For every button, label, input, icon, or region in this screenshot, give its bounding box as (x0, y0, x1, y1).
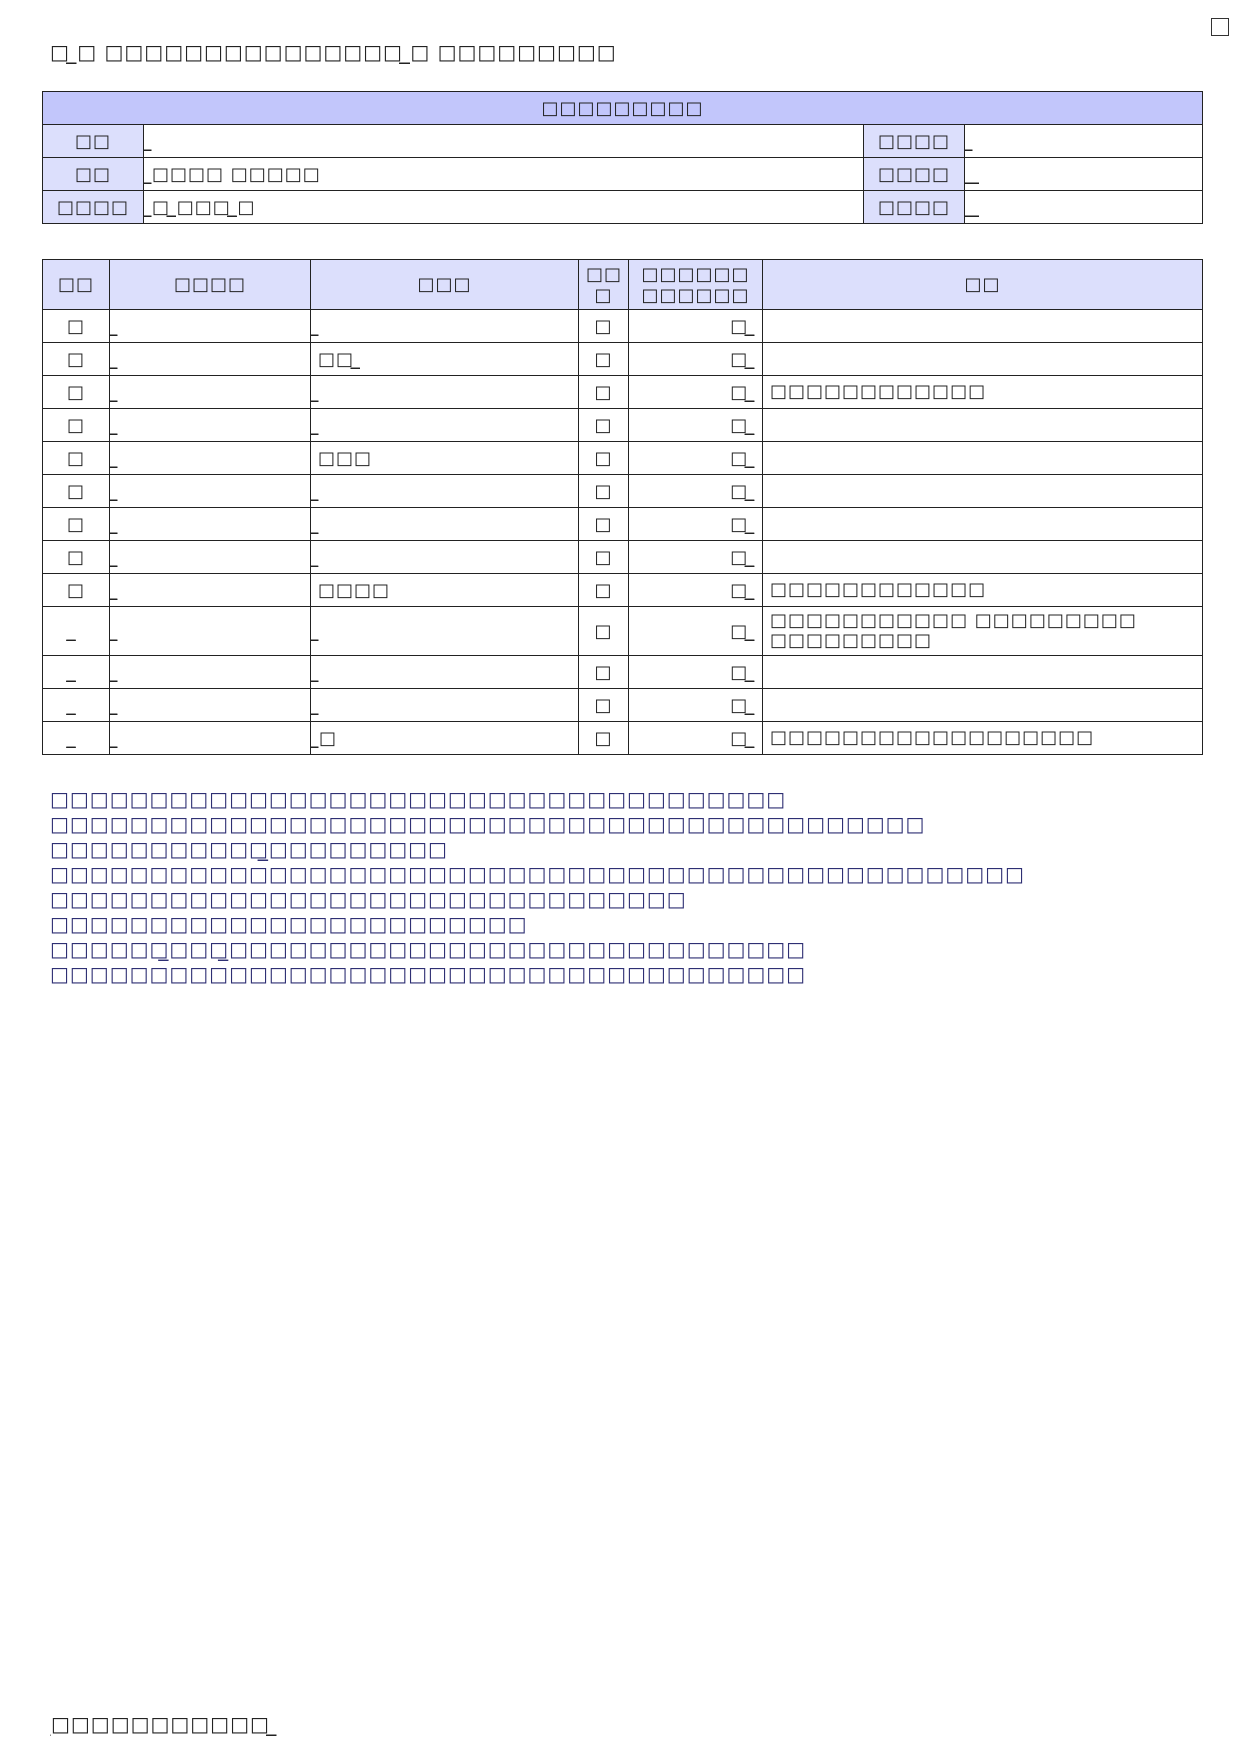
document-header: □ ̲̲̲̲̲̲̲̲̲̲̲̲̲̲□ □□□□□□□□□□□□□□□ ̲̲̲̲̲̲̲̲̲̲̲̲̲̲̲̲̲̲̲̲̲̲̲̲̲̲̲̲̲̲̲̲̲̲̲̲̲̲□ □□□□□□□□□ (50, 40, 617, 64)
table-row (43, 376, 1203, 409)
items-table (42, 259, 1203, 755)
item-amount: □ ̲̲̲̲̲ (629, 409, 763, 442)
item-amount: □ ̲̲̲̲̲ (629, 574, 763, 607)
item-name: ̲̲̲̲̲̲̲̲̲̲̲̲̲ (311, 656, 579, 689)
item-remarks (763, 409, 1203, 442)
row-number: ̲̲̲̲̲ (43, 656, 110, 689)
column-header: □□ (763, 260, 1203, 310)
item-qty: □ (579, 409, 629, 442)
item-remarks (763, 475, 1203, 508)
table-row (43, 310, 1203, 343)
item-amount: □ ̲̲̲̲̲ (629, 656, 763, 689)
item-remarks (763, 508, 1203, 541)
table-row (43, 574, 1203, 607)
note-line: □□□□□□̲□□□̲□□□□□□□□□□□□□□□□□□□□□□□□□□□□□ (50, 937, 807, 961)
item-qty: □ (579, 722, 629, 755)
item-remarks (763, 343, 1203, 376)
row-number: □ (43, 508, 110, 541)
item-remarks (763, 541, 1203, 574)
info-row (43, 191, 1203, 224)
item-qty: □ (579, 376, 629, 409)
item-code: ̲̲̲̲̲̲̲̲̲̲̲̲̲̲ (110, 376, 311, 409)
item-name: ̲̲̲̲̲̲̲̲ (311, 508, 579, 541)
info-value: ̲̲̲̲̲̲̲̲̲̲̲̲̲̲□□□□ □□□□□ (144, 158, 864, 191)
item-code: ̲̲̲̲̲̲̲̲̲̲̲ (110, 722, 311, 755)
table-row (43, 442, 1203, 475)
item-name: ̲̲̲̲̲̲̲̲̲̲̲̲̲□ (311, 722, 579, 755)
item-name: □□ ̲̲̲̲ (311, 343, 579, 376)
item-code: ̲̲̲̲̲̲̲̲̲̲ (110, 475, 311, 508)
info-value: ̲̲̲̲̲̲̲̲̲̲̲̲̲̲̲̲̲̲ (144, 125, 864, 158)
item-amount: □ ̲̲̲̲̲ (629, 722, 763, 755)
table-row (43, 607, 1203, 656)
info-value: ̲̲̲̲̲̲̲̲̲̲̲̲̲̲̲̲̲̲̲̲̲̲̲ (965, 125, 1203, 158)
table-row (43, 541, 1203, 574)
info-label: □□ (43, 125, 144, 158)
item-code: ̲̲̲̲̲̲̲̲̲̲ (110, 541, 311, 574)
info-title-row (43, 92, 1203, 125)
table-row (43, 343, 1203, 376)
item-amount: □ ̲̲̲̲̲̲̲̲̲ (629, 310, 763, 343)
table-header-row (43, 260, 1203, 310)
item-amount: □ ̲̲̲̲̲̲̲̲̲ (629, 607, 763, 656)
row-number: □ (43, 442, 110, 475)
note-line: □□□□□□□□□□□□□□□□□□□□□□□□□□□□□□□□□□□□□□ (50, 962, 807, 986)
item-code: ̲̲̲̲̲̲̲̲̲̲̲̲̲̲̲̲ (110, 508, 311, 541)
item-amount: □ ̲̲̲̲̲ (629, 689, 763, 722)
table-row (43, 508, 1203, 541)
note-line: □□□□□□□□□□□□□□□□□□□□□□□□ (50, 912, 528, 936)
item-qty: □ (579, 607, 629, 656)
item-remarks: □□□□□□□□□□□□□□□□□□ (763, 722, 1203, 755)
item-qty: □ (579, 475, 629, 508)
info-row (43, 158, 1203, 191)
item-remarks: □□□□□□□□□□□ □□□□□□□□□ □□□□□□□□□ (763, 607, 1203, 656)
row-number: □ (43, 310, 110, 343)
row-number: □ (43, 343, 110, 376)
note-line: □□□□□□□□□□□̲̲□□□□□□□□□ (50, 837, 448, 861)
table-row (43, 475, 1203, 508)
note-line: □□□□□□□□□□□□□□□□□□□□□□□□□□□□□□□□ (50, 887, 687, 911)
row-number: □ (43, 409, 110, 442)
info-title: □□□□□□□□□ (43, 92, 1203, 125)
row-number: ̲̲̲ (43, 689, 110, 722)
info-label: □□ (43, 158, 144, 191)
item-code: ̲̲̲̲̲̲̲̲ (110, 689, 311, 722)
row-number: □ (43, 541, 110, 574)
note-line: □□□□□□□□□□□□□□□□□□□□□□□□□□□□□□□□□□□□□□□□□□□□ (50, 812, 926, 836)
item-remarks (763, 689, 1203, 722)
item-code: ̲̲̲̲̲̲̲̲̲ (110, 607, 311, 656)
item-code: ̲̲̲̲̲̲̲̲̲̲ (110, 343, 311, 376)
item-amount: □ ̲̲̲̲̲̲̲̲̲ (629, 442, 763, 475)
item-amount: □ ̲̲̲̲̲̲̲̲̲ (629, 376, 763, 409)
column-header: □□ (43, 260, 110, 310)
item-qty: □ (579, 442, 629, 475)
item-name: ̲̲̲̲̲̲̲̲̲̲̲̲̲̲̲ (311, 409, 579, 442)
notes-block (50, 787, 1190, 987)
column-header: □□□□□□ □□□□□□ (629, 260, 763, 310)
info-value: ̲̲̲̲̲̲̲̲̲̲̲ ̲̲̲̲̲̲̲̲̲̲ (965, 191, 1203, 224)
item-remarks (763, 656, 1203, 689)
item-remarks: □□□□□□□□□□□□ (763, 376, 1203, 409)
column-header: □□□□ (110, 260, 311, 310)
item-name: ̲̲̲̲̲̲̲̲̲̲̲̲̲̲̲ (311, 310, 579, 343)
item-remarks (763, 310, 1203, 343)
item-name: ̲̲̲̲̲̲̲̲̲ (311, 475, 579, 508)
item-code: ̲̲̲̲̲̲̲ (110, 574, 311, 607)
row-number: □ (43, 574, 110, 607)
item-name: ̲̲̲ (311, 541, 579, 574)
item-qty: □ (579, 310, 629, 343)
info-label: □□□□ (43, 191, 144, 224)
item-qty: □ (579, 574, 629, 607)
item-name: □□□□ (311, 574, 579, 607)
item-qty: □ (579, 508, 629, 541)
item-code: ̲̲̲̲̲̲̲̲̲̲ (110, 409, 311, 442)
note-line: □□□□□□□□□□□□□□□□□□□□□□□□□□□□□□□□□□□□□ (50, 787, 787, 811)
table-body (43, 310, 1203, 755)
item-qty: □ (579, 656, 629, 689)
info-row (43, 125, 1203, 158)
item-amount: □ ̲̲̲̲̲̲̲̲̲ (629, 343, 763, 376)
column-header: □□ □ (579, 260, 629, 310)
info-value: ̲̲̲̲̲̲̲̲̲̲̲̲̲̲̲̲̲̲̲̲̲̲̲□ ̲̲̲̲̲̲̲̲̲̲̲̲̲̲̲̲̲̲̲□□□ ̲̲̲̲̲̲□ (144, 191, 864, 224)
table-row (43, 409, 1203, 442)
row-number: □ (43, 376, 110, 409)
item-name: ̲̲̲̲̲̲̲̲̲̲̲̲̲̲̲̲ (311, 607, 579, 656)
info-value: ̲̲̲̲̲̲̲̲̲̲̲ ̲̲̲̲̲̲̲̲̲̲ (965, 158, 1203, 191)
item-amount: □ ̲̲̲ (629, 508, 763, 541)
table-row (43, 656, 1203, 689)
item-code: ̲̲̲̲̲̲̲̲̲ (110, 310, 311, 343)
item-qty: □ (579, 689, 629, 722)
item-remarks (763, 442, 1203, 475)
corner-checkbox (1211, 18, 1229, 36)
item-remarks: □□□□□□□□□□□□ (763, 574, 1203, 607)
item-code: ̲̲̲̲̲̲̲̲̲̲̲̲̲̲̲̲̲̲̲̲ (110, 656, 311, 689)
column-header: □□□ (311, 260, 579, 310)
item-qty: □ (579, 343, 629, 376)
info-table (42, 91, 1203, 224)
info-label: □□□□ (864, 191, 965, 224)
item-name: ̲̲̲̲̲̲̲̲̲̲̲̲̲̲̲̲̲̲̲̲̲̲̲̲̲̲̲ (311, 376, 579, 409)
item-amount: □ ̲̲̲̲̲ (629, 475, 763, 508)
note-line: □□□□□□□□□□□□□□□□□□□□□□□□□□□□□□□□□□□□□□□□□□□□□□□□□ (50, 862, 1025, 886)
row-number: ̲̲̲ (43, 722, 110, 755)
document-footer: ̲̲̲̲̲̲̲̲̲̲̲̲̲̲̲̲̲̲̲̲̲̲̲̲̲̲̲̲̲̲̲̲̲̲̲̲̲̲̲̲̲̲̲̲̲̲̲̲̲̲̲̲̲□□□□□□□□□□□ ̲̲̲̲̲̲̲̲̲̲̲̲̲̲̲̲̲̲̲̲̲̲̲̲̲̲̲̲̲̲̲̲̲̲̲̲̲̲̲̲̲̲̲̲̲̲̲̲̲̲̲̲̲̲̲̲̲̲̲̲̲̲ (50, 1712, 278, 1736)
item-name: ̲̲̲̲̲̲̲̲̲̲̲̲̲̲̲̲̲̲̲̲̲̲̲̲ (311, 689, 579, 722)
row-number: □ (43, 475, 110, 508)
info-label: □□□□ (864, 125, 965, 158)
info-label: □□□□ (864, 158, 965, 191)
row-number: ̲̲̲ (43, 607, 110, 656)
item-name: □□□ (311, 442, 579, 475)
item-code: ̲̲̲̲̲̲̲̲̲̲̲̲̲̲ (110, 442, 311, 475)
item-amount: □ ̲̲̲̲̲ (629, 541, 763, 574)
table-row (43, 689, 1203, 722)
table-row (43, 722, 1203, 755)
item-qty: □ (579, 541, 629, 574)
